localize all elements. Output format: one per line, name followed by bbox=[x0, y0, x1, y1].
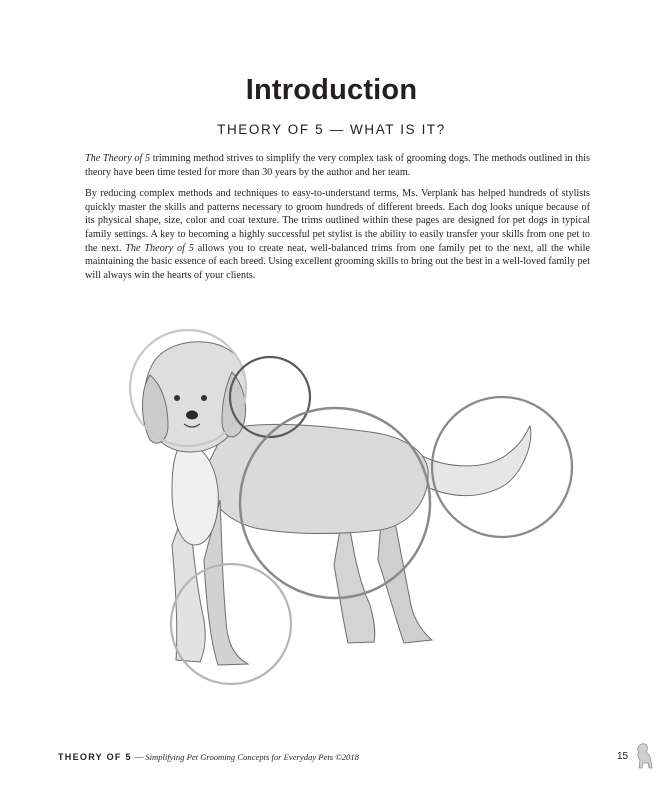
paragraph-2-text-a: By reducing complex methods and techniques to easy-to-understand terms, Ms. Verplank has helped hundreds of stylists quickly master the skills and patterns necessary to groom hundreds of different breeds. Each dog looks unique because of its physical shape, size, color and coat texture. The trims outlined within these pages are designed for pet dogs in typical family settings. A key to becoming a highly successful pet stylist is the ability to easily transfer your skills from one pet to the next. bbox=[85, 188, 590, 254]
paragraph-1-text: trimming method strives to simplify the very complex task of grooming dogs. The methods outlined in this theory have been time tested for more than 30 years by the author and her team. bbox=[85, 153, 590, 178]
dog-illustration bbox=[0, 300, 663, 700]
paragraph-1-italic-lead: The Theory of 5 bbox=[85, 153, 151, 164]
dog-tail bbox=[420, 426, 531, 496]
dog-drawing bbox=[143, 342, 531, 665]
body-text bbox=[85, 152, 590, 290]
footer bbox=[58, 752, 359, 762]
dog-silhouette-icon bbox=[633, 742, 655, 770]
page-number: 15 bbox=[617, 751, 629, 762]
page-title: Introduction bbox=[245, 74, 418, 106]
paragraph-2-text-b: allows you to create neat, well-balanced trims from one family pet to the next, all the while maintaining the basic essence of each breed. Using excellent grooming skills to bring out the best in a well-loved family pet will always win the hearts of your clients. bbox=[85, 242, 590, 281]
footer-separator: — bbox=[131, 752, 146, 762]
dog-body bbox=[205, 424, 428, 533]
paragraph-2-italic: The Theory of 5 bbox=[125, 242, 194, 254]
dog-nose bbox=[186, 411, 198, 420]
dog-eye-right bbox=[201, 395, 207, 401]
paragraph-2 bbox=[85, 187, 590, 282]
footer-subtitle: Simplifying Pet Grooming Concepts for Everyday Pets ©2018 bbox=[145, 752, 359, 762]
section-heading: THEORY OF 5 — WHAT IS IT? bbox=[217, 122, 446, 137]
dog-eye-left bbox=[174, 395, 180, 401]
dog-chest bbox=[172, 440, 218, 545]
paragraph-1 bbox=[85, 152, 590, 179]
footer-brand: THEORY OF 5 bbox=[58, 752, 132, 762]
